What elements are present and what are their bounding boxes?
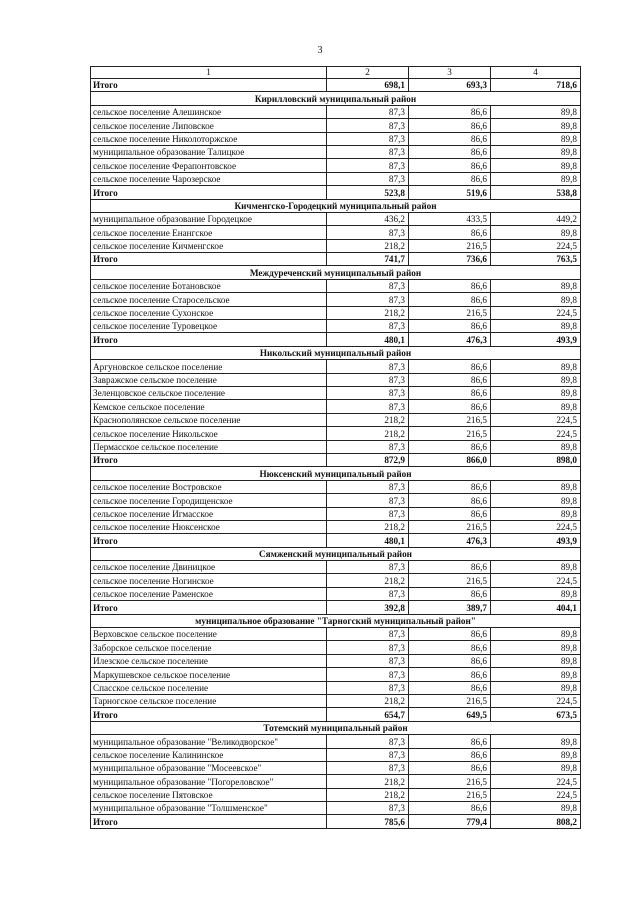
- total-row: [91, 253, 581, 266]
- value-col-2: 87,3: [327, 748, 409, 761]
- settlement-row: [91, 440, 581, 453]
- total-row: [91, 815, 581, 828]
- settlement-row: [91, 239, 581, 252]
- value-col-4: 224,5: [491, 574, 581, 587]
- value-col-4: 89,8: [491, 105, 581, 118]
- value-col-3: 86,6: [409, 761, 491, 774]
- settlement-row: [91, 761, 581, 774]
- settlement-name: сельское поселение Никольское: [91, 427, 327, 440]
- district-header-row: [91, 92, 581, 105]
- value-col-3: 216,5: [409, 574, 491, 587]
- total-label: Итого: [91, 708, 327, 721]
- settlement-name: муниципальное образование "Великодворское": [91, 735, 327, 748]
- district-header-row: [91, 614, 581, 627]
- value-col-4: 898,0: [491, 453, 581, 466]
- settlement-row: [91, 574, 581, 587]
- total-label: Итого: [91, 815, 327, 828]
- district-header-row: [91, 346, 581, 359]
- district-name: Сямженский муниципальный район: [91, 547, 581, 560]
- value-col-4: 89,8: [491, 360, 581, 373]
- value-col-2: 87,3: [327, 802, 409, 815]
- value-col-4: 224,5: [491, 239, 581, 252]
- settlement-row: [91, 668, 581, 681]
- value-col-4: 89,8: [491, 641, 581, 654]
- value-col-3: 86,6: [409, 494, 491, 507]
- value-col-3: 86,6: [409, 480, 491, 493]
- value-col-3: 86,6: [409, 373, 491, 386]
- settlement-name: сельское поселение Сухонское: [91, 306, 327, 319]
- settlement-row: [91, 413, 581, 426]
- value-col-2: 87,3: [327, 641, 409, 654]
- value-col-3: 216,5: [409, 775, 491, 788]
- district-name: Нюксенский муниципальный район: [91, 467, 581, 480]
- district-name: Кирилловский муниципальный район: [91, 92, 581, 105]
- settlement-name: сельское поселение Городищенское: [91, 494, 327, 507]
- value-col-4: 89,8: [491, 681, 581, 694]
- value-col-2: 436,2: [327, 212, 409, 225]
- settlement-row: [91, 681, 581, 694]
- value-col-4: 89,8: [491, 226, 581, 239]
- settlement-name: Кемское сельское поселение: [91, 400, 327, 413]
- value-col-3: 433,5: [409, 212, 491, 225]
- settlement-name: сельское поселение Раменское: [91, 587, 327, 600]
- value-col-3: 216,5: [409, 239, 491, 252]
- header-cell: 4: [491, 67, 581, 79]
- value-col-3: 216,5: [409, 306, 491, 319]
- settlement-name: сельское поселение Липовское: [91, 119, 327, 132]
- value-col-3: 736,6: [409, 253, 491, 266]
- value-col-4: 89,8: [491, 654, 581, 667]
- value-col-2: 87,3: [327, 735, 409, 748]
- allocation-table: [90, 66, 581, 829]
- settlement-name: сельское поселение Игмасское: [91, 507, 327, 520]
- value-col-2: 87,3: [327, 360, 409, 373]
- settlement-row: [91, 226, 581, 239]
- settlement-name: Заборское сельское поселение: [91, 641, 327, 654]
- value-col-3: 476,3: [409, 534, 491, 547]
- value-col-3: 216,5: [409, 427, 491, 440]
- district-name: Кичменгско-Городецкий муниципальный район: [91, 199, 581, 212]
- value-col-4: 89,8: [491, 668, 581, 681]
- value-col-3: 86,6: [409, 507, 491, 520]
- value-col-4: 89,8: [491, 507, 581, 520]
- value-col-3: 216,5: [409, 694, 491, 707]
- district-name: Тотемский муниципальный район: [91, 721, 581, 734]
- value-col-4: 449,2: [491, 212, 581, 225]
- settlement-name: Завражское сельское поселение: [91, 373, 327, 386]
- value-col-3: 86,6: [409, 226, 491, 239]
- value-col-4: 224,5: [491, 694, 581, 707]
- value-col-3: 779,4: [409, 815, 491, 828]
- value-col-2: 480,1: [327, 534, 409, 547]
- settlement-row: [91, 145, 581, 158]
- value-col-2: 87,3: [327, 159, 409, 172]
- header-cell: 1: [91, 67, 327, 79]
- value-col-2: 654,7: [327, 708, 409, 721]
- value-col-4: 89,8: [491, 279, 581, 292]
- settlement-row: [91, 172, 581, 185]
- value-col-2: 87,3: [327, 373, 409, 386]
- value-col-2: 87,3: [327, 386, 409, 399]
- value-col-4: 538,8: [491, 186, 581, 199]
- total-row: [91, 333, 581, 346]
- district-header-row: [91, 199, 581, 212]
- settlement-name: муниципальное образование Городецкое: [91, 212, 327, 225]
- value-col-4: 89,8: [491, 172, 581, 185]
- district-name: муниципальное образование "Тарногский муниципальный район": [91, 614, 581, 627]
- value-col-4: 89,8: [491, 440, 581, 453]
- settlement-name: сельское поселение Чарозерское: [91, 172, 327, 185]
- value-col-4: 89,8: [491, 735, 581, 748]
- value-col-3: 86,6: [409, 735, 491, 748]
- settlement-name: сельское поселение Пятовское: [91, 788, 327, 801]
- value-col-2: 87,3: [327, 119, 409, 132]
- value-col-2: 218,2: [327, 520, 409, 533]
- settlement-row: [91, 735, 581, 748]
- settlement-row: [91, 119, 581, 132]
- value-col-3: 86,6: [409, 145, 491, 158]
- settlement-name: сельское поселение Нюксенское: [91, 520, 327, 533]
- value-col-4: 89,8: [491, 119, 581, 132]
- value-col-2: 87,3: [327, 293, 409, 306]
- value-col-3: 86,6: [409, 132, 491, 145]
- value-col-2: 218,2: [327, 413, 409, 426]
- value-col-3: 86,6: [409, 386, 491, 399]
- settlement-name: сельское поселение Кичменгское: [91, 239, 327, 252]
- value-col-4: 224,5: [491, 413, 581, 426]
- value-col-4: 89,8: [491, 293, 581, 306]
- value-col-2: 698,1: [327, 79, 409, 92]
- value-col-3: 86,6: [409, 587, 491, 600]
- value-col-2: 218,2: [327, 239, 409, 252]
- settlement-row: [91, 694, 581, 707]
- settlement-name: сельское поселение Двиницкое: [91, 561, 327, 574]
- value-col-3: 86,6: [409, 172, 491, 185]
- value-col-4: 224,5: [491, 775, 581, 788]
- settlement-row: [91, 748, 581, 761]
- value-col-4: 224,5: [491, 788, 581, 801]
- settlement-name: сельское поселение Туровецкое: [91, 320, 327, 333]
- value-col-4: 89,8: [491, 561, 581, 574]
- value-col-4: 673,5: [491, 708, 581, 721]
- settlement-row: [91, 561, 581, 574]
- value-col-2: 87,3: [327, 145, 409, 158]
- settlement-name: муниципальное образование Талицкое: [91, 145, 327, 158]
- settlement-row: [91, 480, 581, 493]
- total-label: Итого: [91, 601, 327, 614]
- settlement-row: [91, 802, 581, 815]
- value-col-2: 87,3: [327, 761, 409, 774]
- value-col-4: 224,5: [491, 520, 581, 533]
- value-col-4: 89,8: [491, 802, 581, 815]
- settlement-row: [91, 520, 581, 533]
- value-col-2: 87,3: [327, 132, 409, 145]
- value-col-4: 404,1: [491, 601, 581, 614]
- value-col-4: 493,9: [491, 333, 581, 346]
- district-name: Никольский муниципальный район: [91, 346, 581, 359]
- settlement-name: сельское поселение Калининское: [91, 748, 327, 761]
- district-header-row: [91, 721, 581, 734]
- settlement-name: сельское поселение Енангское: [91, 226, 327, 239]
- settlement-name: сельское поселение Востровское: [91, 480, 327, 493]
- settlement-row: [91, 641, 581, 654]
- value-col-2: 523,8: [327, 186, 409, 199]
- value-col-4: 89,8: [491, 159, 581, 172]
- settlement-row: [91, 788, 581, 801]
- settlement-row: [91, 654, 581, 667]
- settlement-row: [91, 132, 581, 145]
- value-col-4: 89,8: [491, 386, 581, 399]
- value-col-3: 693,3: [409, 79, 491, 92]
- value-col-2: 87,3: [327, 320, 409, 333]
- value-col-2: 87,3: [327, 226, 409, 239]
- value-col-4: 89,8: [491, 494, 581, 507]
- total-label: Итого: [91, 453, 327, 466]
- value-col-3: 86,6: [409, 654, 491, 667]
- district-name: Междуреченский муниципальный район: [91, 266, 581, 279]
- total-row: [91, 79, 581, 92]
- value-col-3: 86,6: [409, 681, 491, 694]
- total-row: [91, 186, 581, 199]
- value-col-4: 493,9: [491, 534, 581, 547]
- value-col-4: 763,5: [491, 253, 581, 266]
- value-col-3: 86,6: [409, 641, 491, 654]
- table-body: [91, 67, 581, 829]
- value-col-4: 808,2: [491, 815, 581, 828]
- value-col-4: 89,8: [491, 628, 581, 641]
- value-col-2: 87,3: [327, 105, 409, 118]
- value-col-2: 87,3: [327, 628, 409, 641]
- header-cell: 3: [409, 67, 491, 79]
- value-col-2: 87,3: [327, 440, 409, 453]
- total-label: Итого: [91, 333, 327, 346]
- value-col-2: 87,3: [327, 507, 409, 520]
- value-col-3: 86,6: [409, 668, 491, 681]
- settlement-row: [91, 306, 581, 319]
- value-col-3: 86,6: [409, 159, 491, 172]
- value-col-3: 216,5: [409, 413, 491, 426]
- total-label: Итого: [91, 79, 327, 92]
- value-col-3: 86,6: [409, 105, 491, 118]
- value-col-4: 89,8: [491, 480, 581, 493]
- value-col-2: 785,6: [327, 815, 409, 828]
- settlement-name: муниципальное образование "Погореловское": [91, 775, 327, 788]
- settlement-name: Маркушевское сельское поселение: [91, 668, 327, 681]
- value-col-2: 87,3: [327, 654, 409, 667]
- value-col-2: 87,3: [327, 172, 409, 185]
- value-col-2: 87,3: [327, 561, 409, 574]
- settlement-row: [91, 279, 581, 292]
- settlement-row: [91, 400, 581, 413]
- settlement-row: [91, 105, 581, 118]
- value-col-4: 89,8: [491, 145, 581, 158]
- district-header-row: [91, 266, 581, 279]
- value-col-2: 872,9: [327, 453, 409, 466]
- header-cell: 2: [327, 67, 409, 79]
- total-label: Итого: [91, 186, 327, 199]
- value-col-3: 86,6: [409, 802, 491, 815]
- value-col-3: 86,6: [409, 400, 491, 413]
- value-col-2: 392,8: [327, 601, 409, 614]
- page-number: 3: [317, 45, 323, 56]
- value-col-2: 87,3: [327, 400, 409, 413]
- value-col-3: 389,7: [409, 601, 491, 614]
- value-col-2: 218,2: [327, 306, 409, 319]
- settlement-row: [91, 320, 581, 333]
- total-label: Итого: [91, 253, 327, 266]
- value-col-3: 86,6: [409, 279, 491, 292]
- header-row: [91, 67, 581, 79]
- value-col-2: 218,2: [327, 694, 409, 707]
- value-col-4: 89,8: [491, 373, 581, 386]
- settlement-name: Пермасское сельское поселение: [91, 440, 327, 453]
- value-col-2: 87,3: [327, 480, 409, 493]
- settlement-row: [91, 507, 581, 520]
- total-row: [91, 601, 581, 614]
- settlement-name: Спасское сельское поселение: [91, 681, 327, 694]
- settlement-row: [91, 386, 581, 399]
- settlement-row: [91, 212, 581, 225]
- value-col-3: 86,6: [409, 360, 491, 373]
- settlement-name: Илезское сельское поселение: [91, 654, 327, 667]
- settlement-name: сельское поселение Старосельское: [91, 293, 327, 306]
- value-col-3: 866,0: [409, 453, 491, 466]
- district-header-row: [91, 467, 581, 480]
- settlement-name: Аргуновское сельское поселение: [91, 360, 327, 373]
- value-col-4: 89,8: [491, 400, 581, 413]
- value-col-2: 741,7: [327, 253, 409, 266]
- settlement-name: сельское поселение Ногинское: [91, 574, 327, 587]
- settlement-row: [91, 587, 581, 600]
- settlement-name: Краснополянское сельское поселение: [91, 413, 327, 426]
- value-col-3: 86,6: [409, 119, 491, 132]
- settlement-row: [91, 159, 581, 172]
- settlement-row: [91, 628, 581, 641]
- settlement-name: Верховское сельское поселение: [91, 628, 327, 641]
- value-col-4: 89,8: [491, 320, 581, 333]
- value-col-3: 216,5: [409, 520, 491, 533]
- district-header-row: [91, 547, 581, 560]
- value-col-3: 86,6: [409, 628, 491, 641]
- value-col-4: 224,5: [491, 306, 581, 319]
- settlement-row: [91, 427, 581, 440]
- settlement-row: [91, 494, 581, 507]
- value-col-3: 86,6: [409, 440, 491, 453]
- settlement-row: [91, 373, 581, 386]
- value-col-4: 89,8: [491, 761, 581, 774]
- value-col-3: 216,5: [409, 788, 491, 801]
- total-label: Итого: [91, 534, 327, 547]
- total-row: [91, 534, 581, 547]
- settlement-name: муниципальное образование "Толшменское": [91, 802, 327, 815]
- value-col-2: 218,2: [327, 788, 409, 801]
- value-col-3: 86,6: [409, 748, 491, 761]
- settlement-row: [91, 293, 581, 306]
- settlement-row: [91, 775, 581, 788]
- settlement-name: сельское поселение Ботановское: [91, 279, 327, 292]
- total-row: [91, 708, 581, 721]
- value-col-2: 87,3: [327, 279, 409, 292]
- value-col-3: 86,6: [409, 293, 491, 306]
- value-col-2: 87,3: [327, 587, 409, 600]
- settlement-name: сельское поселение Алешинское: [91, 105, 327, 118]
- settlement-name: Зеленцовское сельское поселение: [91, 386, 327, 399]
- value-col-2: 218,2: [327, 427, 409, 440]
- value-col-2: 218,2: [327, 775, 409, 788]
- value-col-4: 224,5: [491, 427, 581, 440]
- value-col-2: 87,3: [327, 668, 409, 681]
- total-row: [91, 453, 581, 466]
- value-col-2: 87,3: [327, 494, 409, 507]
- value-col-3: 476,3: [409, 333, 491, 346]
- value-col-4: 89,8: [491, 748, 581, 761]
- settlement-row: [91, 360, 581, 373]
- value-col-2: 218,2: [327, 574, 409, 587]
- value-col-3: 86,6: [409, 320, 491, 333]
- settlement-name: сельское поселение Ферапонтовское: [91, 159, 327, 172]
- value-col-2: 480,1: [327, 333, 409, 346]
- value-col-4: 89,8: [491, 587, 581, 600]
- value-col-2: 87,3: [327, 681, 409, 694]
- settlement-name: сельское поселение Николоторжское: [91, 132, 327, 145]
- value-col-3: 649,5: [409, 708, 491, 721]
- value-col-3: 86,6: [409, 561, 491, 574]
- value-col-4: 718,6: [491, 79, 581, 92]
- value-col-3: 519,6: [409, 186, 491, 199]
- settlement-name: муниципальное образование "Мосеевское": [91, 761, 327, 774]
- settlement-name: Тарногское сельское поселение: [91, 694, 327, 707]
- value-col-4: 89,8: [491, 132, 581, 145]
